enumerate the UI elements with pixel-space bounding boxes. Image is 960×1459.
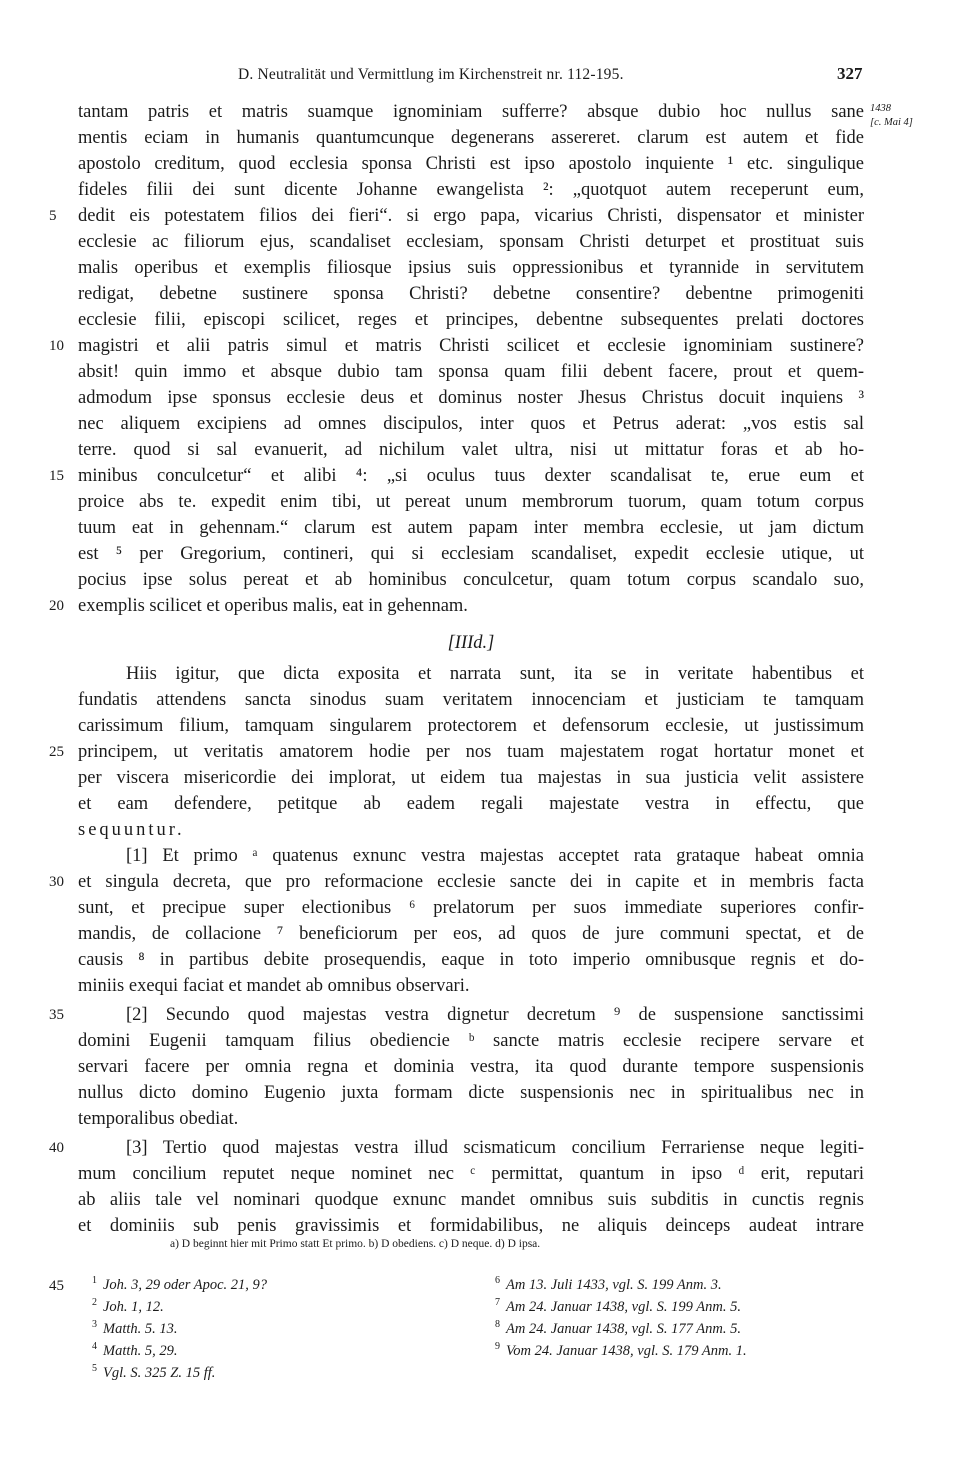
text-line: est ⁵ per Gregorium, contineri, qui si ecclesiam scandaliset, expedit ecclesie utique, ut [78, 544, 864, 564]
footnote [495, 1336, 747, 1362]
text-line: ab aliis tale vel nominari quodque exnunc mandet omnibus suis subditis in cunctis regnis [78, 1190, 864, 1210]
text-line: miniis exequi faciat et mandet ab omnibus observari. [78, 976, 470, 996]
footnote-number: 7 [495, 1297, 500, 1308]
footnote-text: Joh. 3, 29 oder Apoc. 21, 9? [103, 1276, 268, 1293]
text-line: mentis eciam in humanis quantumcunque degenerans assereret. clarum est autem et fide [78, 128, 864, 148]
footnote-number: 9 [495, 1341, 500, 1352]
margin-year: 1438 [870, 103, 891, 114]
variant-notes: a) D beginnt hier mit Primo statt Et primo. b) D obediens. c) D neque. d) D ipsa. [170, 1238, 541, 1250]
footnote-text: Matth. 5, 29. [103, 1342, 178, 1359]
running-header [0, 66, 960, 86]
line-number: 30 [49, 874, 64, 890]
text-line: tantam patris et matris suamque ignominiam sufferre? absque dubio hoc nullus sane [78, 102, 864, 122]
text-line: servari facere per omnia regna et dominia vestra, ita quod durante tempore suspensionis [78, 1057, 864, 1077]
line-number: 5 [49, 208, 57, 224]
text-line: et singula decreta, que pro reformacione ecclesie sancte dei in capite et in membris facta [78, 872, 864, 892]
footnote-number: 3 [92, 1319, 97, 1330]
text-line: temporalibus obediat. [78, 1109, 239, 1129]
text-line: et dominiis sub penis gravissimis et formidabilibus, ne aliquis deinceps audeat intrare [78, 1216, 864, 1236]
section-heading: [IIId.] [447, 633, 495, 653]
text-line: ecclesie filii, episcopi scilicet, reges et principes, debentne subsequentes prelati doctores [78, 310, 864, 330]
footnote-number: 2 [92, 1297, 97, 1308]
text-line: absit! quin immo et absque dubio tam sponsa quam filii debent facere, prout et quem- [78, 362, 864, 382]
footnote-text: Joh. 1, 12. [103, 1298, 164, 1315]
text-line: carissimum filium, tamquam singularem protectorem et defensorum ecclesie, ut justissimum [78, 716, 864, 736]
text-line: pocius ipse solus pereat et ab hominibus conculcetur, quam totum corpus scandalo suo, [78, 570, 864, 590]
line-number: 45 [49, 1278, 64, 1294]
line-number: 40 [49, 1140, 64, 1156]
line-number: 25 [49, 744, 64, 760]
footnote-text: Vom 24. Januar 1438, vgl. S. 179 Anm. 1. [506, 1342, 747, 1359]
line-number: 15 [49, 468, 64, 484]
footnote-text: Am 24. Januar 1438, vgl. S. 177 Anm. 5. [506, 1320, 741, 1337]
text-line: tuum eat in gehennam.“ clarum est autem papam inter membra ecclesie, ut jam dictum [78, 518, 864, 538]
text-line: domini Eugenii tamquam filius obediencie ᵇ sancte matris ecclesie recipere servare et [78, 1031, 864, 1051]
text-line: sunt, et precipue super electionibus ⁶ prelatorum per suos immediate superiores confir- [78, 898, 864, 918]
text-line: redigat, debetne sustinere sponsa Christi? debetne consentire? debentne primogeniti [78, 284, 864, 304]
text-line: proice abs te. expedit enim tibi, ut pereat unum membrorum tuorum, quam totum corpus [78, 492, 864, 512]
footnote-text: Matth. 5. 13. [103, 1320, 178, 1337]
text-line: nullus dicto domino Eugenio juxta formam dicte suspensionis nec in spiritualibus nec in [78, 1083, 864, 1103]
header-title: D. Neutralität und Vermittlung im Kirchenstreit nr. 112-195. [238, 66, 624, 83]
footnote-number: 1 [92, 1275, 97, 1286]
text-line: terre. quod si sal evanuerit, ad nichilum valet ultra, nisi ut mittatur foras et ab ho- [78, 440, 864, 460]
text-line: [2] Secundo quod majestas vestra dignetur decretum ⁹ de suspensione sanctissimi [126, 1005, 864, 1025]
text-line: [1] Et primo ᵃ quatenus exnunc vestra majestas acceptet rata grataque habeat omnia [126, 846, 864, 866]
footnote-number: 5 [92, 1363, 97, 1374]
text-line: causis ⁸ in partibus debite prosequendis, eaque in toto imperio omnibusque regnis et do- [78, 950, 864, 970]
text-line: minibus conculcetur“ et alibi ⁴: „si oculus tuus dexter scandalisat te, erue eum et [78, 466, 864, 486]
text-line: ecclesie ac filiorum ejus, scandaliset ecclesiam, sponsam Christi deturpet et prostituat suis [78, 232, 864, 252]
footnote [92, 1358, 215, 1384]
margin-date-note [870, 102, 930, 130]
footnote-number: 6 [495, 1275, 500, 1286]
footnote-text: Am 13. Juli 1433, vgl. S. 199 Anm. 3. [506, 1276, 722, 1293]
text-line: admodum ipse sponsus ecclesie deus et dominus noster Jhesus Christus docuit inquiens ³ [78, 388, 864, 408]
footnote-number: 4 [92, 1341, 97, 1352]
text-line: et eam defendere, petitque ab eadem regali majestate vestra in effectu, que [78, 794, 864, 814]
line-number: 35 [49, 1007, 64, 1023]
text-line: principem, ut veritatis amatorem hodie per nos tuam majestatem rogat hortatur monet et [78, 742, 864, 762]
text-line: fideles filii dei sunt dicente Johanne ewangelista ²: „quotquot autem receperunt eum, [78, 180, 864, 200]
line-number: 20 [49, 598, 64, 614]
footnote-text: Vgl. S. 325 Z. 15 ff. [103, 1364, 216, 1381]
text-line: per viscera misericordie dei implorat, ut eidem tua majestas in sua justicia velit assistere [78, 768, 864, 788]
line-number: 10 [49, 338, 64, 354]
text-line: fundatis attendens sancta sinodus suam veritatem innocenciam et justiciam te tamquam [78, 690, 864, 710]
footnote-text: Am 24. Januar 1438, vgl. S. 199 Anm. 5. [506, 1298, 741, 1315]
margin-date: [c. Mai 4] [870, 117, 913, 128]
text-line: magistri et alii patris simul et matris Christi scilicet et ecclesie ignominiam sustinere? [78, 336, 864, 356]
text-line: Hiis igitur, que dicta exposita et narrata sunt, ita se in veritate habentibus et [126, 664, 864, 684]
text-line: dedit eis potestatem filios dei fieri“. si ergo papa, vicarius Christi, dispensator et minister [78, 206, 864, 226]
text-line: apostolo creditum, quod ecclesia sponsa Christi est ipso apostolo inquiente ¹ etc. singulique [78, 154, 864, 174]
text-line: [3] Tertio quod majestas vestra illud scismaticum concilium Ferrariense neque legiti- [126, 1138, 864, 1158]
text-line: sequuntur. [78, 820, 185, 840]
page-number: 327 [837, 64, 863, 83]
text-line: mum concilium reputet neque nominet nec ᶜ permittat, quantum in ipso ᵈ erit, reputari [78, 1164, 864, 1184]
footnote-number: 8 [495, 1319, 500, 1330]
text-line: exemplis scilicet et operibus malis, eat in gehennam. [78, 596, 468, 616]
text-line: nec aliquem excipiens ad omnes discipulos, inter quos et Petrus aderat: „vos estis sal [78, 414, 864, 434]
text-line: mandis, de collacione ⁷ beneficiorum per eos, ad quos de jure communi spectat, et de [78, 924, 864, 944]
text-line: malis operibus et exemplis filiosque ipsius suis oppressionibus et tyrannide in servitutem [78, 258, 864, 278]
